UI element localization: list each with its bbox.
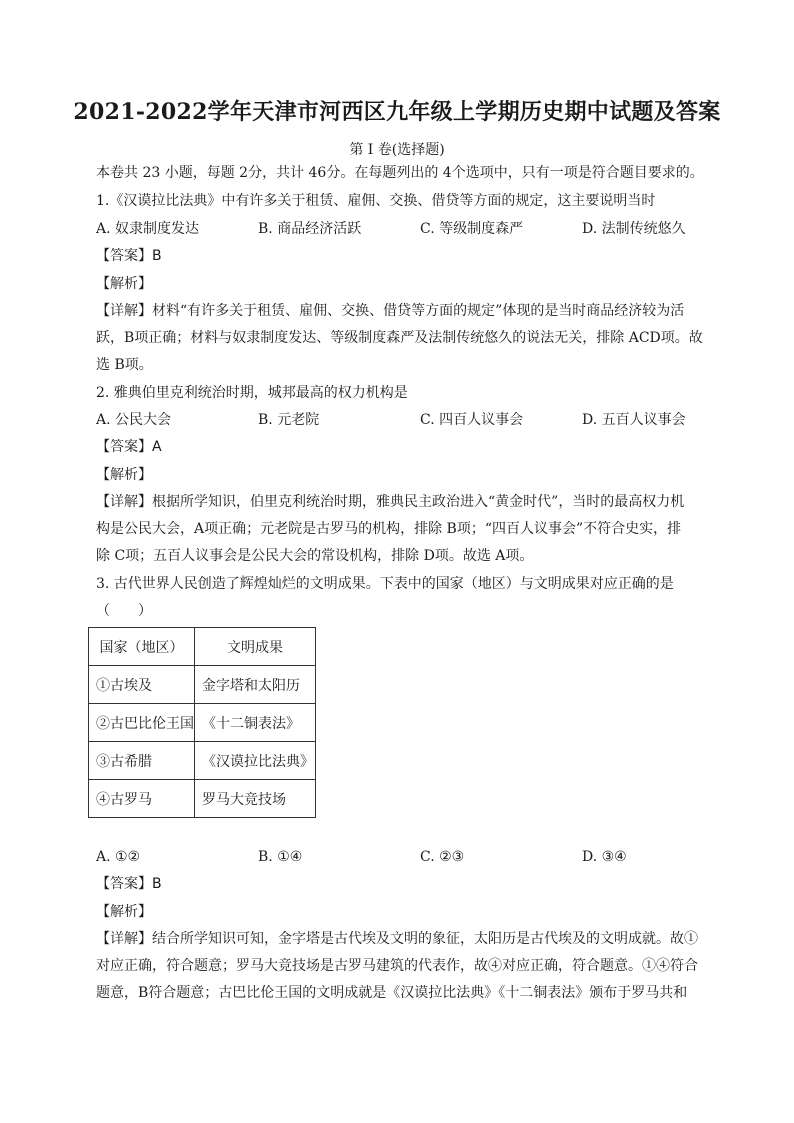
- q2-analysis-label: 【解析】: [96, 467, 152, 483]
- q2-detail-line: 构是公民大会，A项正确；元老院是古罗马的机构，排除 B项；“四百人议事会”不符合史实，排: [96, 521, 682, 537]
- table-row: [89, 780, 316, 818]
- q2-detail-line: 【详解】根据所学知识，伯里克利统治时期，雅典民主政治进入“黄金时代”，当时的最高权力机: [96, 494, 685, 510]
- page-title: 2021-2022学年天津市河西区九年级上学期历史期中试题及答案: [73, 99, 721, 125]
- question-2-stem: 2. 雅典伯里克利统治时期，城邦最高的权力机构是: [96, 385, 408, 401]
- q3-analysis-label: 【解析】: [96, 904, 152, 920]
- q3-detail-line: 对应正确，符合题意；罗马大竞技场是古罗马建筑的代表作，故④对应正确，符合题意。①④符合: [96, 958, 698, 974]
- table-cell: 《汉谟拉比法典》: [195, 742, 316, 780]
- q3-option-c: C. ②③: [420, 849, 465, 865]
- q3-option-b: B. ①④: [258, 849, 303, 865]
- q1-detail-line: 跃，B项正确；材料与奴隶制度发达、等级制度森严及法制传统悠久的说法无关，排除 ACD项。故: [96, 330, 703, 346]
- table-cell: ③古希腊: [89, 742, 195, 780]
- q1-option-c: C. 等级制度森严: [420, 221, 524, 237]
- q1-detail-line: 【详解】材料“有许多关于租赁、雇佣、交换、借贷等方面的规定”体现的是当时商品经济较为活: [96, 303, 685, 319]
- q3-answer: 【答案】B: [96, 876, 162, 892]
- section-intro: 本卷共 23 小题，每题 2分，共计 46分。在每题列出的 4个选项中，只有一项是符合题目要求的。: [96, 165, 704, 181]
- table-cell: 金字塔和太阳历: [195, 666, 316, 704]
- q2-option-b: B. 元老院: [258, 412, 320, 428]
- question-1-stem: 1.《汉谟拉比法典》中有许多关于租赁、雇佣、交换、借贷等方面的规定，这主要说明当时: [96, 193, 656, 209]
- table-header-cell: 文明成果: [195, 628, 316, 666]
- table-cell: 罗马大竞技场: [195, 780, 316, 818]
- question-3-blank: （ ）: [96, 603, 152, 619]
- q2-detail-line: 除 C项；五百人议事会是公民大会的常设机构，排除 D项。故选 A项。: [96, 548, 534, 564]
- q1-option-b: B. 商品经济活跃: [258, 221, 362, 237]
- q2-answer: 【答案】A: [96, 439, 162, 455]
- q2-option-d: D. 五百人议事会: [582, 412, 686, 428]
- q1-answer: 【答案】B: [96, 248, 162, 264]
- table-row: [89, 704, 316, 742]
- table-cell: 《十二铜表法》: [195, 704, 316, 742]
- table-header-cell: 国家（地区）: [89, 628, 195, 666]
- table-row: [89, 666, 316, 704]
- q3-option-a: A. ①②: [96, 849, 141, 865]
- q3-detail-line: 题意，B符合题意；古巴比伦王国的文明成就是《汉谟拉比法典》《十二铜表法》颁布于罗马共和: [96, 985, 688, 1001]
- table-header-row: [89, 628, 316, 666]
- q2-option-a: A. 公民大会: [96, 412, 172, 428]
- civilization-table: [88, 627, 316, 818]
- q3-detail-line: 【详解】结合所学知识可知，金字塔是古代埃及文明的象征，太阳历是古代埃及的文明成就。故①: [96, 931, 698, 947]
- q1-detail-line: 选 B项。: [96, 357, 153, 373]
- q1-analysis-label: 【解析】: [96, 276, 152, 292]
- q2-option-c: C. 四百人议事会: [420, 412, 524, 428]
- table-cell: ④古罗马: [89, 780, 195, 818]
- question-3-stem: 3. 古代世界人民创造了辉煌灿烂的文明成果。下表中的国家（地区）与文明成果对应正确的是: [96, 576, 674, 592]
- section-subtitle: 第 I 卷(选择题): [349, 142, 445, 158]
- table-row: [89, 742, 316, 780]
- table-cell: ②古巴比伦王国: [89, 704, 195, 742]
- q1-option-a: A. 奴隶制度发达: [96, 221, 200, 237]
- table-cell: ①古埃及: [89, 666, 195, 704]
- q3-option-d: D. ③④: [582, 849, 627, 865]
- q1-option-d: D. 法制传统悠久: [582, 221, 686, 237]
